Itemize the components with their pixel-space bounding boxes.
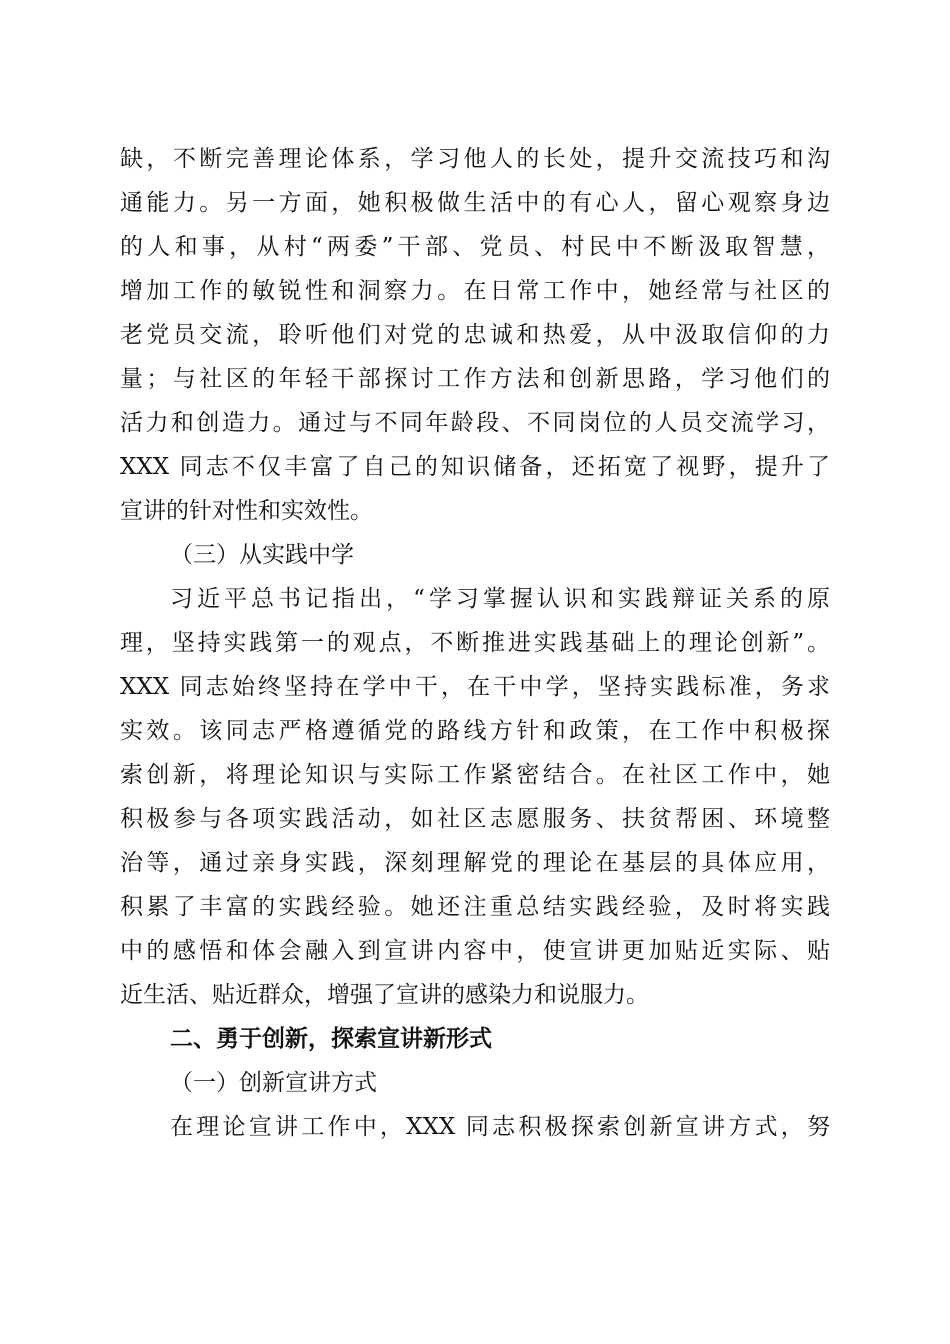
body-text-line: 缺，不断完善理论体系，学习他人的长处，提升交流技巧和沟: [120, 146, 830, 172]
body-text-line: 通能力。另一方面，她积极做生活中的有心人，留心观察身边: [120, 190, 830, 216]
section-heading: 二、勇于创新，探索宣讲新形式: [170, 1026, 492, 1052]
body-text-line: 积极参与各项实践活动，如社区志愿服务、扶贫帮困、环境整: [120, 806, 830, 832]
paragraph-last-line: 近生活、贴近群众，增强了宣讲的感染力和说服力。: [120, 982, 649, 1008]
body-text-line: 活力和创造力。通过与不同年龄段、不同岗位的人员交流学习，: [120, 410, 830, 436]
body-text-line: 理，坚持实践第一的观点，不断推进实践基础上的理论创新”。: [120, 630, 830, 656]
body-text-line: 增加工作的敏锐性和洞察力。在日常工作中，她经常与社区的: [120, 278, 830, 304]
body-text-line: 积累了丰富的实践经验。她还注重总结实践经验，及时将实践: [120, 894, 830, 920]
subsection-heading: （三）从实践中学: [170, 542, 354, 568]
body-text-line: XXX 同志始终坚持在学中干，在干中学，坚持实践标准，务求: [120, 674, 830, 700]
body-text-line: 索创新，将理论知识与实际工作紧密结合。在社区工作中，她: [120, 762, 830, 788]
body-text-line: 的人和事，从村“两委”干部、党员、村民中不断汲取智慧，: [120, 234, 830, 260]
body-text-line: 老党员交流，聆听他们对党的忠诚和热爱，从中汲取信仰的力: [120, 322, 830, 348]
paragraph-last-line: 宣讲的针对性和实效性。: [120, 498, 373, 524]
body-text-line: 治等，通过亲身实践，深刻理解党的理论在基层的具体应用，: [120, 850, 830, 876]
body-text-line: 中的感悟和体会融入到宣讲内容中，使宣讲更加贴近实际、贴: [120, 938, 830, 964]
body-text-line: XXX 同志不仅丰富了自己的知识储备，还拓宽了视野，提升了: [120, 454, 830, 480]
body-text-line: 实效。该同志严格遵循党的路线方针和政策，在工作中积极探: [120, 718, 830, 744]
paragraph-first-line: 在理论宣讲工作中，XXX 同志积极探索创新宣讲方式，努: [170, 1114, 830, 1140]
paragraph-first-line: 习近平总书记指出，“学习掌握认识和实践辩证关系的原: [170, 586, 830, 612]
body-text-line: 量；与社区的年轻干部探讨工作方法和创新思路，学习他们的: [120, 366, 830, 392]
subsection-heading: （一）创新宣讲方式: [170, 1070, 377, 1096]
